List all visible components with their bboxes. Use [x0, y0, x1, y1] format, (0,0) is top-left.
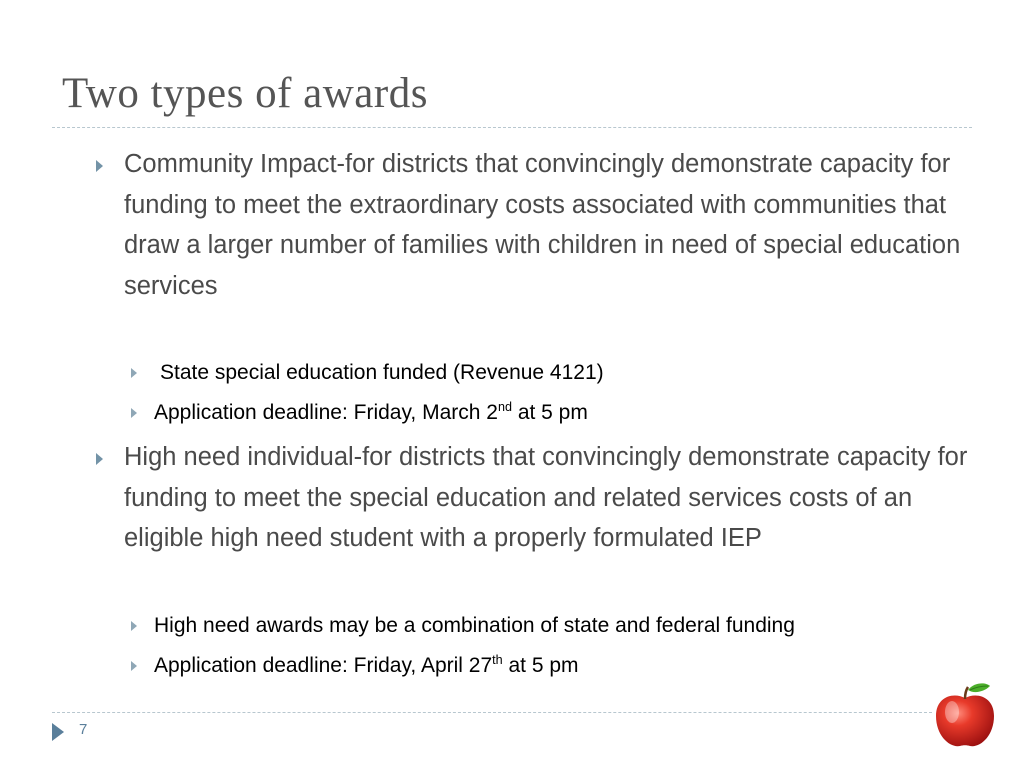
sub-bullet-text: State special education funded (Revenue 4121): [160, 361, 604, 384]
ordinal-suffix: nd: [497, 400, 512, 414]
sub-bullet-text: Application deadline: Friday, March 2: [154, 401, 498, 424]
apple-icon: [930, 680, 1000, 752]
bullet-high-need: High need individual-for districts that convincingly demonstrate capacity for funding to meet the special education and related services costs of an eligible high need student with a properly formulated IEP: [124, 443, 968, 552]
footer-divider: [52, 712, 932, 713]
sub-bullet-text: Application deadline: Friday, April 27: [154, 654, 493, 677]
bullet-community-impact: Community Impact-for districts that convincingly demonstrate capacity for funding to meet the extraordinary costs associated with communities that draw a larger number of families with children in need of special education services: [124, 150, 961, 300]
sub-bullet-text-after: at 5 pm: [502, 654, 579, 677]
sub-bullet-text-after: at 5 pm: [511, 401, 588, 424]
page-number: 7: [79, 721, 88, 738]
sub-bullet-combination: [154, 613, 974, 639]
sub-bullet-arrow-icon: [131, 621, 137, 631]
sub-bullet-arrow-icon: [131, 408, 137, 418]
title-divider: [52, 127, 972, 128]
sub-bullet-arrow-icon: [131, 368, 137, 378]
sub-bullet-state-funded: [160, 360, 980, 386]
sub-bullet-deadline-april: [154, 653, 974, 679]
bullet-arrow-icon: [96, 453, 103, 465]
sub-bullet-deadline-march: [154, 400, 974, 426]
sub-bullet-arrow-icon: [131, 661, 137, 671]
ordinal-suffix: th: [492, 653, 503, 667]
bullet-arrow-icon: [96, 160, 103, 172]
sub-bullet-text: High need awards may be a combination of state and federal funding: [154, 614, 795, 637]
triangle-right-icon[interactable]: [52, 723, 64, 741]
slide-title: Two types of awards: [62, 70, 428, 117]
